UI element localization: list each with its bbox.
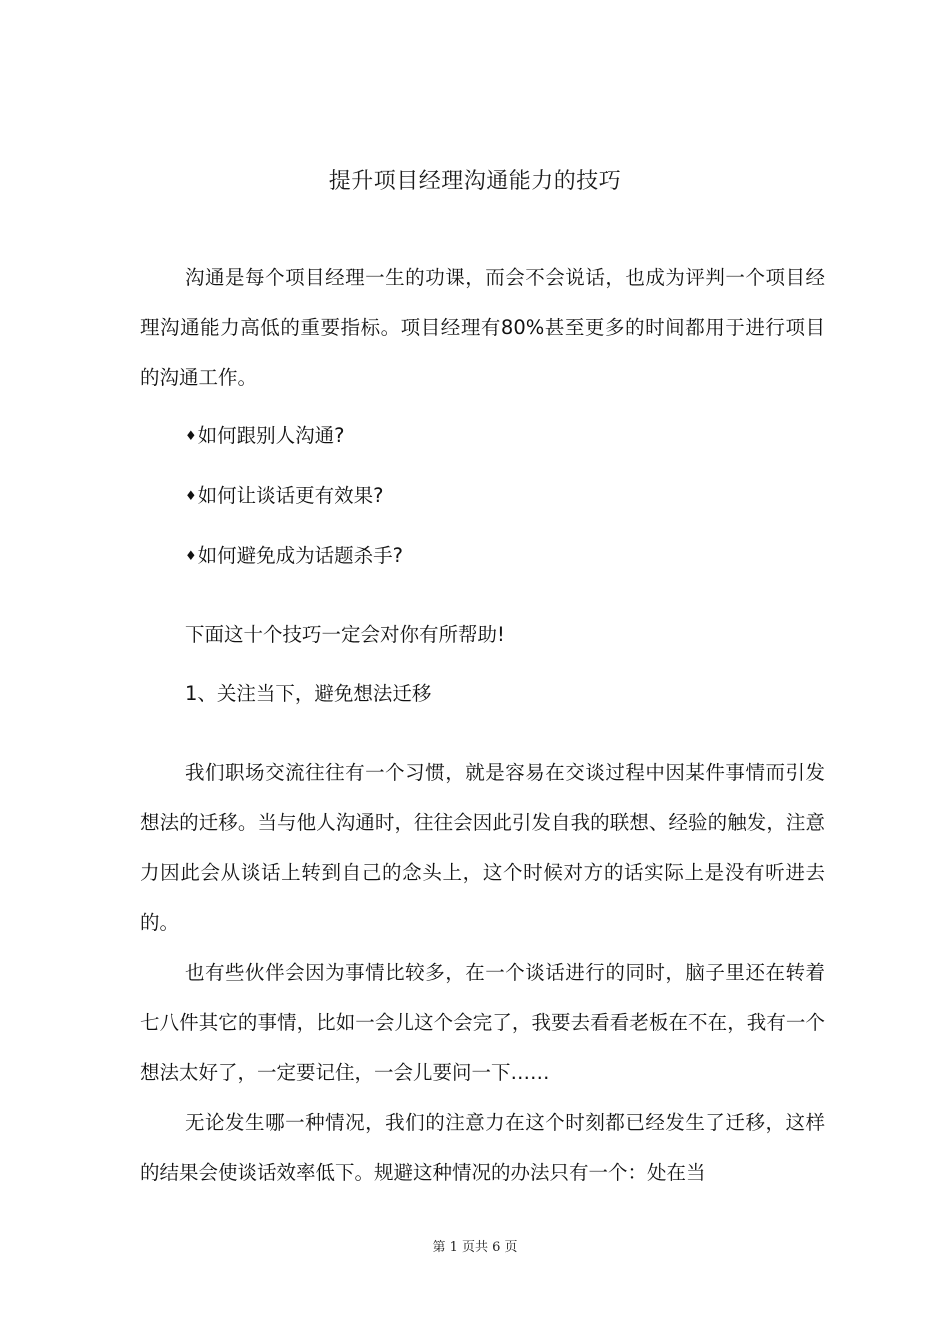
bullet-item-2 <box>185 481 825 512</box>
bullet-text-1: 如何跟别人沟通? <box>197 424 345 447</box>
document-title: 提升项目经理沟通能力的技巧 <box>328 169 622 194</box>
diamond-bullet-icon: ♦ <box>185 429 197 444</box>
bullet-item-1 <box>185 421 825 452</box>
body-paragraphs <box>140 748 825 1198</box>
body-paragraph-1: 我们职场交流往往有一个习惯，就是容易在交谈过程中因某件事情而引发想法的迁移。当与他人沟通时，往往会因此引发自我的联想、经验的触发，注意力因此会从谈话上转到自己的念头上，这个时候对方的话实际上是没有听进去的。 <box>140 761 825 934</box>
page-number-footer: 第 1 页共 6 页 <box>432 1240 518 1255</box>
bullet-text-2: 如何让谈话更有效果? <box>197 484 384 507</box>
body-paragraph-3: 无论发生哪一种情况，我们的注意力在这个时刻都已经发生了迁移，这样的结果会使谈话效率低下。规避这种情况的办法只有一个：处在当 <box>140 1111 825 1184</box>
section-heading: 1、关注当下，避免想法迁移 <box>185 682 432 705</box>
intro-paragraph-block <box>140 253 825 403</box>
bullet-item-3 <box>185 541 825 572</box>
lead-in-text: 下面这十个技巧一定会对你有所帮助! <box>185 623 505 646</box>
diamond-bullet-icon: ♦ <box>185 549 197 564</box>
intro-paragraph: 沟通是每个项目经理一生的功课，而会不会说话，也成为评判一个项目经理沟通能力高低的重要指标。项目经理有80%甚至更多的时间都用于进行项目的沟通工作。 <box>140 266 825 389</box>
bullet-text-3: 如何避免成为话题杀手? <box>197 544 404 567</box>
diamond-bullet-icon: ♦ <box>185 489 197 504</box>
body-paragraph-2: 也有些伙伴会因为事情比较多，在一个谈话进行的同时，脑子里还在转着七八件其它的事情，比如一会儿这个会完了，我要去看看老板在不在，我有一个想法太好了，一定要记住，一会儿要问一下…… <box>140 961 825 1084</box>
